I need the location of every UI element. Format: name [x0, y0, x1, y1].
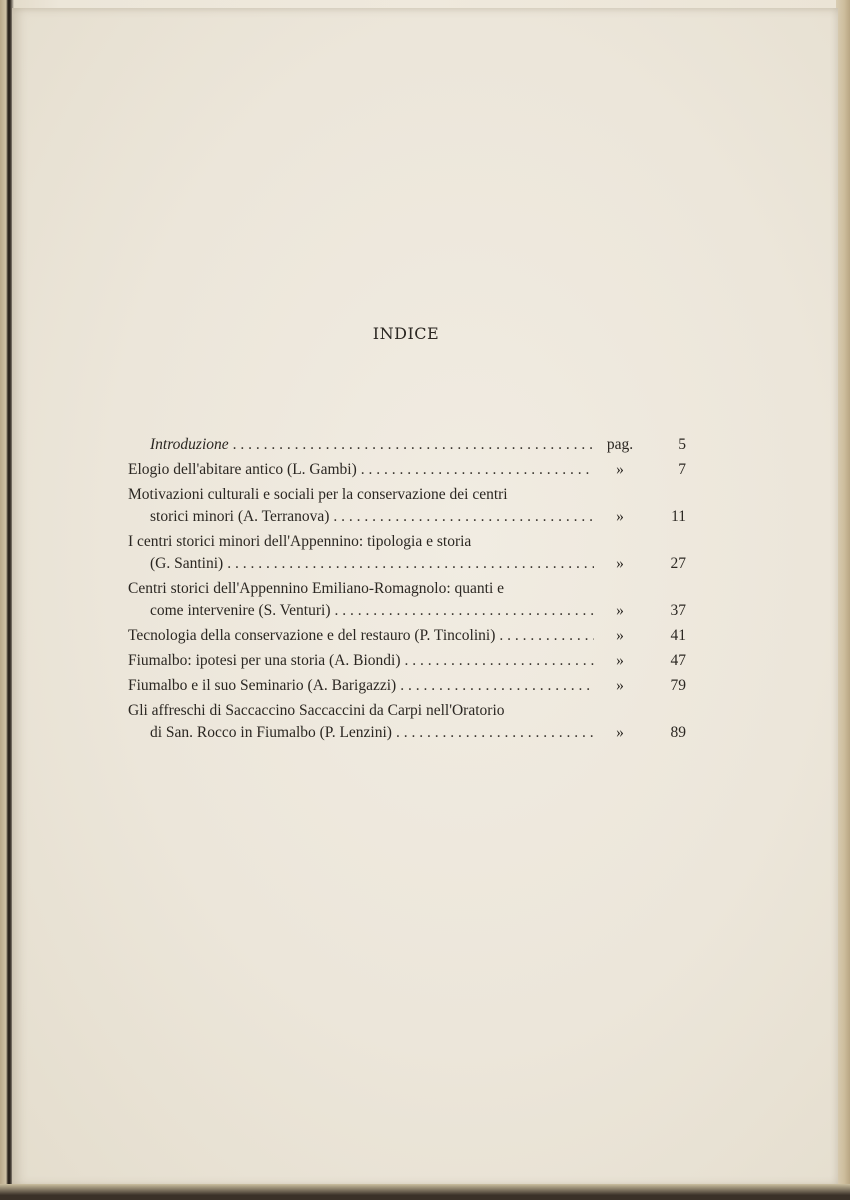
toc-entry-title-line-2: come intervenire (S. Venturi) [150, 602, 331, 619]
dot-leader [361, 459, 594, 481]
toc-entry-lenzini [128, 700, 686, 744]
toc-entry-title-line-1: Centri storici dell'Appennino Emiliano-Romagnolo: quanti e [128, 580, 505, 597]
toc-entry-page: 41 [670, 627, 686, 644]
toc-line [128, 600, 686, 622]
toc-entry-santini [128, 531, 686, 575]
toc-entry-biondi [128, 650, 686, 672]
toc-entry-title-line-1: Motivazioni culturali e sociali per la conservazione dei centri [128, 486, 508, 503]
toc-entry-page: 7 [678, 461, 686, 478]
page-edge-bottom [0, 1184, 850, 1200]
dot-leader [499, 625, 594, 647]
toc-line [128, 675, 686, 697]
table-of-contents [128, 434, 686, 747]
page-edge-right [836, 0, 850, 1200]
toc-line [128, 459, 686, 481]
toc-entry-title-line-2: (G. Santini) [150, 555, 224, 572]
toc-entry-marker: » [616, 461, 624, 478]
dot-leader [335, 600, 595, 622]
toc-entry-gambi [128, 459, 686, 481]
toc-line [128, 553, 686, 575]
toc-entry-marker: » [616, 555, 624, 572]
toc-entry-title: Introduzione [150, 436, 229, 453]
dot-leader [233, 434, 594, 456]
toc-entry-page: 11 [671, 508, 686, 525]
toc-entry-marker: » [616, 627, 624, 644]
toc-entry-marker: » [616, 677, 624, 694]
toc-entry-page: 5 [678, 436, 686, 453]
dot-leader [400, 675, 594, 697]
toc-entry-title: Fiumalbo: ipotesi per una storia (A. Biondi) [128, 652, 401, 669]
toc-entry-marker: » [616, 652, 624, 669]
toc-entry-title: Tecnologia della conservazione e del restauro (P. Tincolini) [128, 627, 496, 644]
dot-leader [396, 722, 594, 744]
toc-line [128, 506, 686, 528]
toc-line [128, 650, 686, 672]
toc-entry-terranova [128, 484, 686, 528]
toc-entry-title: Elogio dell'abitare antico (L. Gambi) [128, 461, 357, 478]
dot-leader [227, 553, 594, 575]
toc-entry-page: 47 [670, 652, 686, 669]
toc-entry-page: 79 [670, 677, 686, 694]
toc-entry-title-line-1: I centri storici minori dell'Appennino: tipologia e storia [128, 533, 472, 550]
toc-line [128, 434, 686, 456]
toc-entry-marker: » [616, 602, 624, 619]
dot-leader [333, 506, 594, 528]
toc-line [128, 578, 686, 600]
toc-entry-page: 37 [670, 602, 686, 619]
toc-entry-title-line-2: storici minori (A. Terranova) [150, 508, 330, 525]
toc-entry-marker: » [616, 724, 624, 741]
toc-entry-title-line-2: di San. Rocco in Fiumalbo (P. Lenzini) [150, 724, 392, 741]
toc-line [128, 700, 686, 722]
toc-entry-venturi [128, 578, 686, 622]
toc-entry-tincolini [128, 625, 686, 647]
page-title: INDICE [372, 324, 440, 343]
toc-entry-page: 89 [670, 724, 686, 741]
toc-entry-marker: pag. [606, 436, 634, 453]
toc-entry-page: 27 [670, 555, 686, 572]
toc-entry-title: Fiumalbo e il suo Seminario (A. Barigazzi) [128, 677, 397, 694]
toc-entry-marker: » [616, 508, 624, 525]
toc-entry-title-line-1: Gli affreschi di Saccaccino Saccaccini da Carpi nell'Oratorio [128, 702, 505, 719]
book-page [12, 8, 838, 1186]
toc-line [128, 531, 686, 553]
toc-entry-barigazzi [128, 675, 686, 697]
toc-entry-introduzione [128, 434, 686, 456]
toc-line [128, 722, 686, 744]
dot-leader [405, 650, 594, 672]
toc-line [128, 625, 686, 647]
toc-line [128, 484, 686, 506]
